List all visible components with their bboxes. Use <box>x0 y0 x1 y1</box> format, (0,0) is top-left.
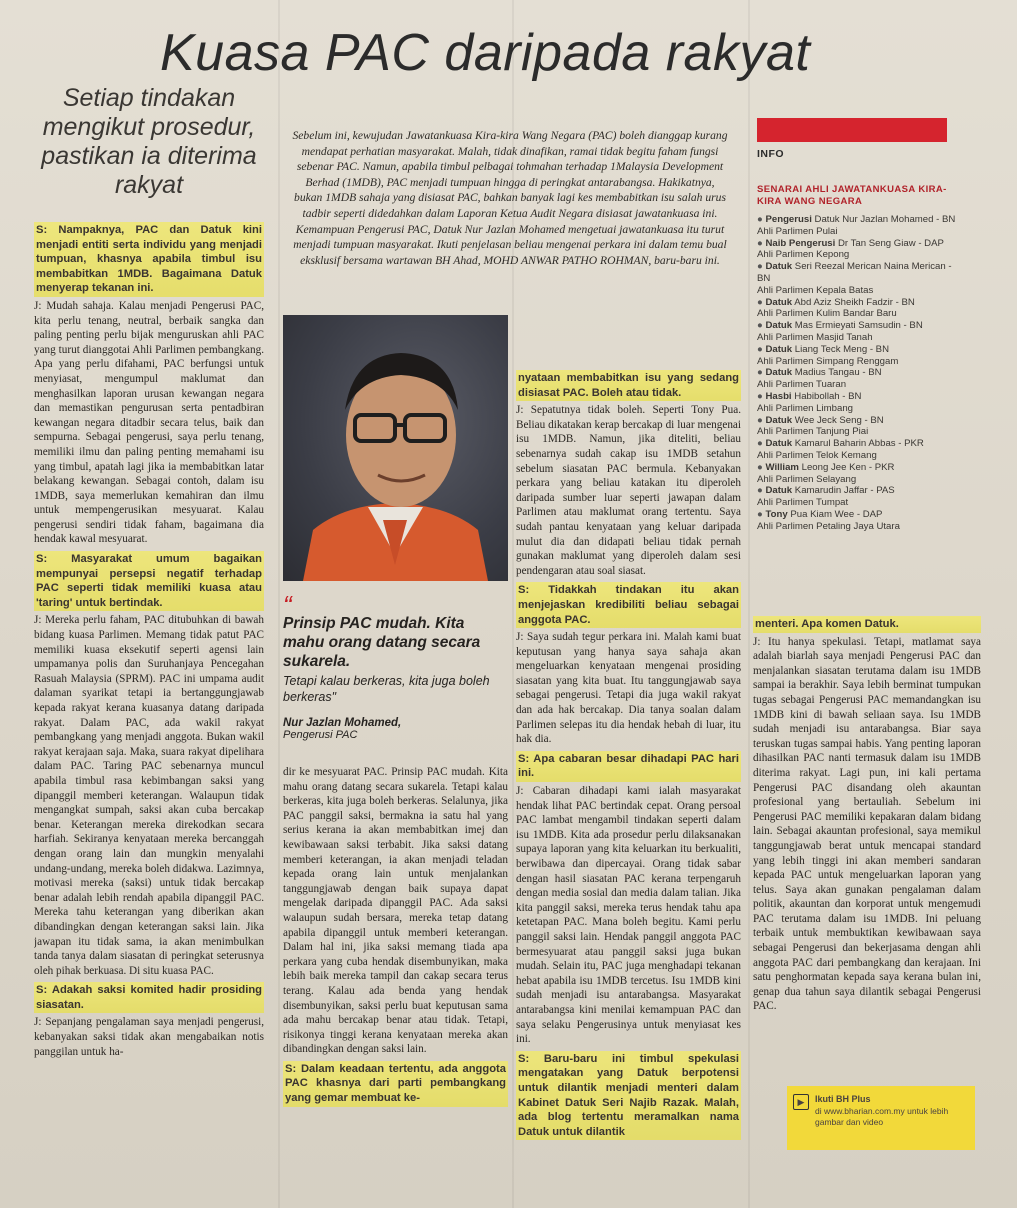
interview-answer: J: Saya sudah tegur perkara ini. Malah kami buat keputusan yang hanya saya sahaja akan mengeluarkan kenyataan mengenai prosiding siasatan yang kita buat. Itu tanggungjawab saya sebagai pengerusi. Tetapi dia juga wakil rakyat dan ada hak bercakap. Dia tanya soalan dalam Parlimen selepas itu dia hendak hebah di luar, itu hak dia. <box>516 631 741 746</box>
member-entry <box>757 391 957 415</box>
info-red-bar <box>757 118 947 142</box>
member-name: Seri Reezal Merican Naina Merican - BN <box>757 261 952 284</box>
member-name: Kamarudin Jaffar - PAS <box>794 485 895 497</box>
member-name: Abd Aziz Sheikh Fadzir - BN <box>794 296 915 308</box>
bullet-icon: ● <box>757 367 766 379</box>
member-name: Habibollah - BN <box>794 390 862 402</box>
pull-quote <box>283 590 508 741</box>
interview-question: S: Apa cabaran besar dihadapi PAC hari ini. <box>516 751 741 782</box>
column-rule <box>278 0 280 1208</box>
bh-plus-text: di www.bharian.com.my untuk lebih gambar dan video <box>815 1106 949 1127</box>
bullet-icon: ● <box>757 414 766 426</box>
interview-answer: J: Mudah sahaja. Kalau menjadi Pengerusi PAC, kita perlu tenang, neutral, berbaik sangka dan paling penting perlu bijak menguruskan ahli PAC yang turut dianggotai Ahli Parlimen pembangkang. Apa yang perlu difahami, PAC berfungsi untuk menyiasat, mengumpul maklumat dan menghasilkan laporan urusan kewangan negara dan memastikan pengurusan serta pentadbiran kewangan negara ditadbir secara telus, baik dan sempurna. Sebagai pengerusi, saya perlu tenang, memiliki ilmu dan paling penting memahami isu yang timbul, apatah lagi jika ia membabitkan latar belakang kewangan. Sebagai contoh, dalam isu 1MDB, saya memerlukan kemahiran dan ilmu untuk mempengerusikan mesyuarat. Kalau pengerusi sendiri tidak faham, bagaimana dia hendak kawal mesyuarat. <box>34 299 264 546</box>
member-seat: Ahli Parlimen Tumpat <box>757 497 849 509</box>
interview-answer: J: Sepanjang pengalaman saya menjadi pengerusi, kebanyakan saksi tidak akan mengabaikan notis panggilan untuk ha- <box>34 1016 264 1058</box>
member-role: Tony <box>765 508 788 520</box>
member-role: Datuk <box>765 320 793 332</box>
bullet-icon: ● <box>757 508 766 520</box>
member-seat: Ahli Parlimen Kepala Batas <box>757 284 874 296</box>
bullet-icon: ● <box>757 461 766 473</box>
pull-quote-role: Pengerusi PAC <box>283 729 358 741</box>
article-column-4 <box>753 612 981 1082</box>
member-name: Mas Ermieyati Samsudin - BN <box>794 320 923 332</box>
member-name: Wee Jeck Seng - BN <box>794 414 884 426</box>
member-seat: Ahli Parlimen Kepong <box>757 249 850 261</box>
member-role: Naib Pengerusi <box>765 237 836 249</box>
interview-question: S: Baru-baru ini timbul spekulasi mengatakan yang Datuk berpotensi untuk dilantik menjadi menteri dalam Kabinet Datuk Seri Najib Razak. Malah, ada blog tertentu meramalkan nama Datuk untuk dilantik <box>516 1051 741 1141</box>
member-name: Pua Kiam Wee - DAP <box>790 508 883 520</box>
headline: Kuasa PAC daripada rakyat <box>160 24 811 82</box>
member-seat: Ahli Parlimen Tanjung Piai <box>757 426 869 438</box>
interview-question: S: Dalam keadaan tertentu, ada anggota PAC khasnya dari parti pembangkang yang gemar membuat ke- <box>283 1061 508 1107</box>
member-seat: Ahli Parlimen Masjid Tanah <box>757 331 873 343</box>
info-label: INFO <box>757 148 785 160</box>
bullet-icon: ● <box>757 296 766 308</box>
member-role: Datuk <box>765 485 793 497</box>
bullet-icon: ● <box>757 237 766 249</box>
member-name: Datuk Nur Jazlan Mohamed - BN <box>814 214 956 225</box>
bullet-icon: ● <box>757 261 766 273</box>
member-name: Leong Jee Ken - PKR <box>801 461 895 473</box>
member-role: Datuk <box>765 414 793 426</box>
interview-question: S: Masyarakat umum bagaikan mempunyai persepsi negatif terhadap PAC seperti tidak memiliki kuasa atau 'taring' untuk bertindak. <box>34 551 264 611</box>
interview-answer: J: Itu hanya spekulasi. Tetapi, matlamat saya adalah biarlah saya menjadi Pengerusi PAC dan menjalankan siasatan terutama dalam isu 1MDB sampai ia berakhir. Saya lebih berminat tumpukan tugas sebagai Pengerusi PAC memandangkan isu 1MDB kini di bawah seliaan saya. Isu 1MDB sudah menjadi isu antarabangsa. Biar saya teruskan tugas sampai habis. Yang penting laporan dihasilkan PAC nanti termasuk dalam isu 1MDB diterima rakyat. Lagi pun, ini kali pertama Pengerusi PAC disandang oleh akauntan profesional yang bertauliah. Sebelum ini Pengerusi PAC memiliki kepakaran dalam bidang lain. Sebagai akauntan profesional, saya memikul tanggungjawab berat untuk mencapai standard yang lebih tinggi ini akan memberi sandaran kepada PAC untuk mengeluarkan laporan yang telus. Saya akan gunakan pengalaman dalam politik, akauntan dan korporat untuk mengemudi PAC terutama dalam isu 1MDB. Ini peluang terbaik untuk membuktikan kewibawaan saya sebagai Pengerusi dan bekerjasama dengan ahli anggota PAC dari pembangkang dan kerajaan. Ini satu penghormatan kepada saya kerana bulan ini, genap dua tahun saya dilantik sebagai Pengerusi PAC. <box>753 635 981 1013</box>
article-column-1 <box>34 218 264 1203</box>
bullet-icon: ● <box>757 438 766 450</box>
member-role: Hasbi <box>765 390 792 402</box>
member-entry <box>757 415 957 439</box>
bh-plus-title: Ikuti BH Plus <box>815 1094 871 1104</box>
intro-paragraph: Sebelum ini, kewujudan Jawatankuasa Kira-kira Wang Negara (PAC) boleh dianggap kurang mendapat perhatian masyarakat. Malah, tidak dinafikan, ramai tidak begitu faham fungsi sebenar PAC. Namun, apabila timbul pelbagai tohmahan terhadap 1Malaysia Development Berhad (1MDB), PAC menjadi tumpuan hingga di peringkat antarabangsa. Hakikatnya, bukan 1MDB sahaja yang disiasat PAC, bahkan banyak lagi kes membabitkan isu salah urus tadbir seperti didedahkan dalam Laporan Ketua Audit Negara disiasat jawatankuasa ini. Kemampuan Pengerusi PAC, Datuk Nur Jazlan Mohamed mengetuai jawatankuasa itu turut menjadi tumpuan masyarakat. Ikuti penjelasan beliau mengenai perkara ini dalam temu bual eksklusif bersama wartawan BH Ahad, MOHD ANWAR PATHO ROHMAN, baru-baru ini. <box>292 129 728 267</box>
pull-quote-main: Prinsip PAC mudah. Kita mahu orang datang secara sukarela. <box>283 615 481 670</box>
article-column-3 <box>516 366 741 1202</box>
member-seat: Ahli Parlimen Selayang <box>757 473 857 485</box>
interview-question: S: Nampaknya, PAC dan Datuk kini menjadi entiti serta individu yang menjadi tumpuan, khasnya apabila timbul isu membabitkan 1MDB. Bagaimana Datuk menyerap tekanan ini. <box>34 222 264 297</box>
bullet-icon: ● <box>757 390 766 402</box>
portrait-illustration <box>283 315 508 581</box>
interview-answer: J: Sepatutnya tidak boleh. Seperti Tony Pua. Beliau dikatakan kerap bercakap di luar mengenai isu 1MDB. Namun, jika diteliti, beliau sebenarnya sudah cakap isu 1MDB setahun sebelum siasatan PAC bermula. Kebanyakan perkara yang beliau katakan itu diperoleh daripada sumber luar seperti jawapan dalam Parlimen atau maklumat orang tertentu. Saya sudah pantau kenyataan yang keluar daripada mulut dia dan didapati beliau tidak pernah gunakan maklumat yang diperoleh dalam sesi pendengaran atau soal siasat. <box>516 404 741 577</box>
member-entry <box>757 485 957 509</box>
info-sidebar <box>757 118 957 533</box>
member-seat: Ahli Parlimen Simpang Renggam <box>757 355 899 367</box>
member-entry <box>757 509 957 533</box>
member-name: Dr Tan Seng Giaw - DAP <box>837 237 944 249</box>
video-icon: ▶ <box>793 1094 809 1110</box>
subheadline: Setiap tindakan mengikut prosedur, pastikan ia diterima rakyat <box>41 84 257 199</box>
member-entry <box>757 344 957 368</box>
column-rule <box>748 0 750 1208</box>
member-entry <box>757 438 957 462</box>
member-role: William <box>765 461 799 473</box>
member-list <box>757 214 957 533</box>
bh-plus-box <box>787 1086 975 1150</box>
member-seat: Ahli Parlimen Kulim Bandar Baru <box>757 308 897 320</box>
portrait-photo <box>283 315 508 581</box>
interview-question: menteri. Apa komen Datuk. <box>753 616 981 633</box>
member-entry <box>757 462 957 486</box>
interview-question: S: Tidakkah tindakan itu akan menjejaskan kredibiliti beliau sebagai anggota PAC. <box>516 582 741 628</box>
member-role: Datuk <box>765 261 793 273</box>
member-role: Datuk <box>765 438 793 450</box>
quote-mark-icon: “ <box>283 590 292 620</box>
bullet-icon: ● <box>757 214 766 225</box>
interview-answer: dir ke mesyuarat PAC. Prinsip PAC mudah. Kita mahu orang datang secara sukarela. Tetapi kalau berkeras, kita juga boleh berkeras. Selalunya, jika PAC panggil saksi, bermakna ia satu hal yang serius kerana ia akan membabitkan imej dan kewibawaan saksi terbabit. Jika saksi datang memberi keterangan, ia akan menjadi teladan kepada orang lain untuk menjalankan tanggungjawab dengan baik supaya dapat mengelak daripada dipanggil PAC. Ada saksi walaupun sudah bersara, mereka tetap datang apabila dipanggil untuk memberi keterangan. Dalam hal ini, jika saksi memang tiada apa perkara yang cuba hendak disembunyikan, maka lebih baik mereka tampil dan cakap secara terus terang. Kalau ada benda yang hendak disembunyikan, saksi perlu buat keputusan sama ada mahu bercakap benar atau tidak. Tetapi, risikonya tinggi kerana kenyataan mereka akan dibandingkan dengan saksi lain. <box>283 766 508 1056</box>
member-seat: Ahli Parlimen Tuaran <box>757 379 847 391</box>
bullet-icon: ● <box>757 320 766 332</box>
member-entry <box>757 238 957 262</box>
member-entry <box>757 297 957 321</box>
member-name: Kamarul Baharin Abbas - PKR <box>794 438 924 450</box>
member-role: Datuk <box>765 296 793 308</box>
interview-answer: J: Mereka perlu faham, PAC ditubuhkan di bawah bidang kuasa Parlimen. Memang tidak patut PAC memiliki kuasa eksekutif seperti agensi lain umpamanya polis dan Suruhanjaya Pencegahan Rasuah Malaysia (SPRM). PAC ini umpama audit dalaman syarikat tetapi ia bertanggungjawab kepada rakyat kerana kuasanya datang daripada rakyat. Dalam PAC, ada wakil rakyat pembangkang yang menjadi anggota. Bukan wakil rakyat kerajaan saja. Maka, suara rakyat dipelihara dalam PAC. Taring PAC sebenarnya muncul apabila timbul rasa kebimbangan saksi yang dipanggil memberi keterangan. Walaupun tidak mengangkat sumpah, saksi akan cuba bercakap benar. Keterangan mereka direkodkan secara harfiah. Sekiranya kenyataan mereka bercanggah dengan orang lain dan mungkin menyalahi undang-undang, mereka boleh didakwa. Lazimnya, motivasi mereka (saksi) untuk tidak bercakap benar adalah lebih rendah apabila dipanggil PAC. Mereka tahu keterangan yang diberikan akan dibandingkan dengan keterangan saksi lain. Jika jawapan itu tidak sama, ia akan menimbulkan tanda tanya dalam siasatan di peringkat seterusnya oleh pihak berkuasa. Di situ kuasa PAC. <box>34 614 264 977</box>
member-entry <box>757 261 957 296</box>
member-role: Pengerusi <box>765 214 812 225</box>
interview-answer: J: Cabaran dihadapi kami ialah masyarakat hendak lihat PAC bertindak cepat. Orang persoal PAC lambat mengambil tindakan seperti dalam isu 1MDB. Kita ada prosedur perlu dilaksanakan supaya laporan yang kita keluarkan itu berkualiti, berwibawa dan dipercayai. Orang tidak sabar dengan hasil siasatan PAC kerana terpengaruh dengan media sosial dan media dalam talian. Jika kita panggil saksi, mereka terus hendak tahu apa ketetapan PAC. Mana boleh begitu. Kami perlu panggil saksi lain. Hendak panggil anggota PAC bermesyuarat atau panggil saksi juga bukan mudah. Selain itu, PAC juga menghadapi tekanan hebat apabila isu 1MDB tercetus. Isu 1MDB kini sudah menjadi isu antarabangsa. Masyarakat antarabangsa kini menilai kemampuan PAC dan saya selaku Pengerusinya untuk menyiasat kes ini. <box>516 785 741 1046</box>
member-name: Madius Tangau - BN <box>794 367 882 379</box>
member-role: Datuk <box>765 367 793 379</box>
member-entry <box>757 214 957 238</box>
pull-quote-name: Nur Jazlan Mohamed, <box>283 717 402 729</box>
bullet-icon: ● <box>757 485 766 497</box>
member-name: Liang Teck Meng - BN <box>794 343 890 355</box>
interview-question: nyataan membabitkan isu yang sedang disiasat PAC. Boleh atau tidak. <box>516 370 741 401</box>
member-role: Datuk <box>765 343 793 355</box>
member-seat: Ahli Parlimen Pulai <box>757 225 838 237</box>
member-seat: Ahli Parlimen Limbang <box>757 402 853 414</box>
article-column-2 <box>283 765 508 1175</box>
member-seat: Ahli Parlimen Petaling Jaya Utara <box>757 520 900 532</box>
bullet-icon: ● <box>757 343 766 355</box>
interview-question: S: Adakah saksi komited hadir prosiding siasatan. <box>34 982 264 1013</box>
member-seat: Ahli Parlimen Telok Kemang <box>757 449 877 461</box>
info-title: SENARAI AHLI JAWATANKUASA KIRA-KIRA WANG NEGARA <box>757 184 947 207</box>
pull-quote-secondary: Tetapi kalau berkeras, kita juga boleh berkeras" <box>283 674 490 704</box>
member-entry <box>757 320 957 344</box>
member-entry <box>757 367 957 391</box>
